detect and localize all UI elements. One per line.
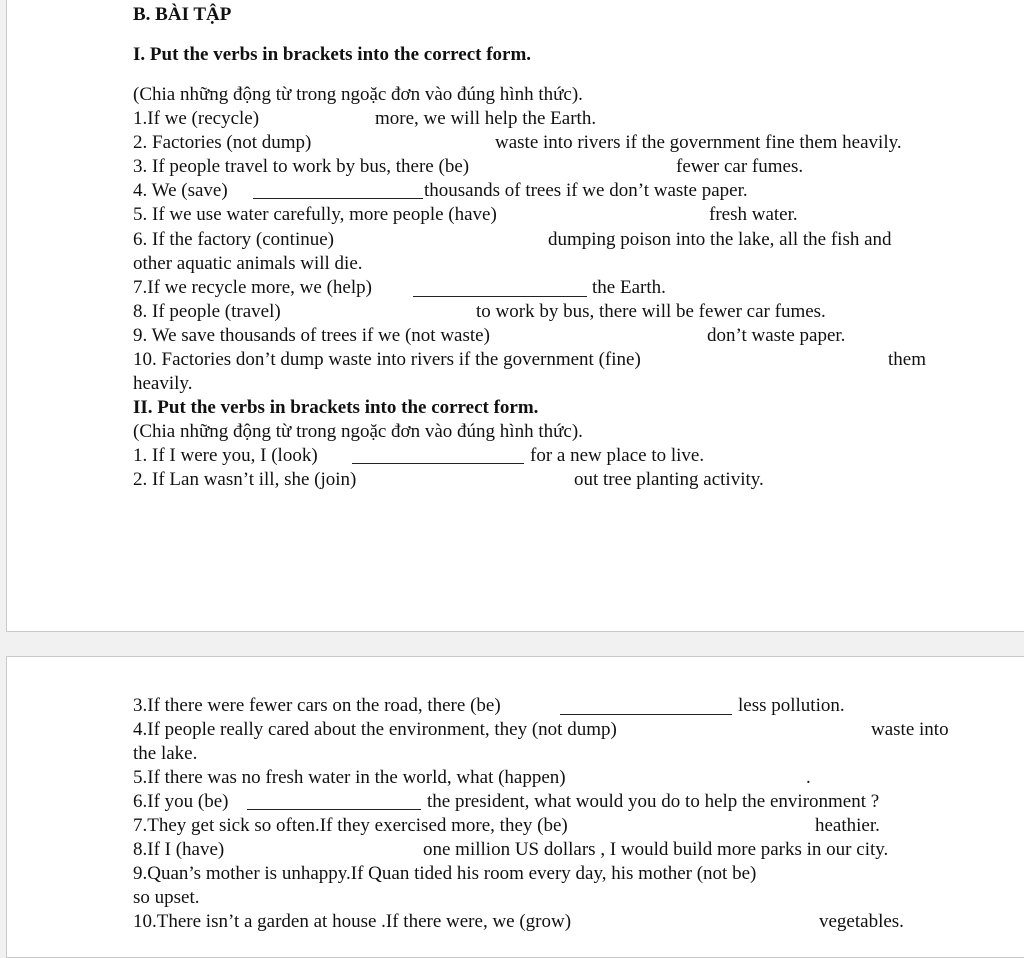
exercise-1-2-prompt: 2. Factories (not dump) [133, 132, 312, 153]
exercise-1-10-continuation: them [888, 349, 926, 370]
exercise-2-9-prompt: 9.Quan’s mother is unhappy.If Quan tided his room every day, his mother (not be) [133, 863, 757, 884]
exercise-2-3-prompt: 3.If there were fewer cars on the road, there (be) [133, 695, 501, 716]
part1-instruction: (Chia những động từ trong ngoặc đơn vào đúng hình thức). [133, 84, 583, 105]
part2-instruction: (Chia những động từ trong ngoặc đơn vào đúng hình thức). [133, 421, 583, 442]
exercise-1-3-continuation: fewer car fumes. [676, 156, 804, 177]
answer-blank [413, 296, 587, 297]
exercise-1-6-prompt: 6. If the factory (continue) [133, 229, 334, 250]
exercise-2-8-continuation: one million US dollars , I would build more parks in our city. [423, 839, 889, 860]
exercise-2-7-continuation: heathier. [815, 815, 880, 836]
exercise-1-6-continuation: dumping poison into the lake, all the fish and [548, 229, 892, 250]
exercise-2-3-continuation: less pollution. [738, 695, 845, 716]
exercise-2-4-continuation: waste into [871, 719, 949, 740]
exercise-2-1-continuation: for a new place to live. [530, 445, 705, 466]
exercise-2-1-prompt: 1. If I were you, I (look) [133, 445, 318, 466]
exercise-2-2-prompt: 2. If Lan wasn’t ill, she (join) [133, 469, 357, 490]
exercise-2-5-prompt: 5.If there was no fresh water in the world, what (happen) [133, 767, 566, 788]
answer-blank [253, 198, 423, 199]
part1-heading: I. Put the verbs in brackets into the correct form. [133, 44, 532, 65]
exercise-1-8-prompt: 8. If people (travel) [133, 301, 281, 322]
answer-blank [247, 809, 421, 810]
document-page-1 [6, 0, 1024, 632]
exercise-1-10-prompt: 10. Factories don’t dump waste into rivers if the government (fine) [133, 349, 641, 370]
exercise-1-1-continuation: more, we will help the Earth. [375, 108, 597, 129]
exercise-1-1-prompt: 1.If we (recycle) [133, 108, 260, 129]
exercise-2-8-prompt: 8.If I (have) [133, 839, 225, 860]
exercise-1-7-prompt: 7.If we recycle more, we (help) [133, 277, 372, 298]
answer-blank [560, 714, 732, 715]
part2-heading: II. Put the verbs in brackets into the correct form. [133, 397, 539, 418]
exercise-1-9-prompt: 9. We save thousands of trees if we (not waste) [133, 325, 490, 346]
exercise-1-2-continuation: waste into rivers if the government fine them heavily. [495, 132, 902, 153]
exercise-2-7-prompt: 7.They get sick so often.If they exercised more, they (be) [133, 815, 568, 836]
exercise-1-8-continuation: to work by bus, there will be fewer car fumes. [476, 301, 826, 322]
answer-blank [352, 463, 524, 464]
exercise-2-2-continuation: out tree planting activity. [574, 469, 764, 490]
exercise-2-6-prompt: 6.If you (be) [133, 791, 229, 812]
document-page-2 [6, 656, 1024, 958]
exercise-1-7-continuation: the Earth. [592, 277, 666, 298]
exercise-2-4-wrap: the lake. [133, 743, 198, 764]
section-title: B. BÀI TẬP [133, 4, 232, 25]
exercise-1-10-wrap: heavily. [133, 373, 193, 394]
exercise-2-10-continuation: vegetables. [819, 911, 904, 932]
exercise-1-9-continuation: don’t waste paper. [707, 325, 846, 346]
exercise-2-5-continuation: . [806, 767, 811, 788]
exercise-2-10-prompt: 10.There isn’t a garden at house .If there were, we (grow) [133, 911, 572, 932]
exercise-1-4-continuation: thousands of trees if we don’t waste paper. [424, 180, 748, 201]
exercise-2-6-continuation: the president, what would you do to help the environment ? [427, 791, 880, 812]
exercise-1-5-continuation: fresh water. [709, 204, 798, 225]
exercise-1-4-prompt: 4. We (save) [133, 180, 228, 201]
exercise-1-6-wrap: other aquatic animals will die. [133, 253, 363, 274]
exercise-1-3-prompt: 3. If people travel to work by bus, there (be) [133, 156, 470, 177]
exercise-2-9-wrap: so upset. [133, 887, 200, 908]
exercise-2-4-prompt: 4.If people really cared about the environment, they (not dump) [133, 719, 617, 740]
exercise-1-5-prompt: 5. If we use water carefully, more people (have) [133, 204, 497, 225]
